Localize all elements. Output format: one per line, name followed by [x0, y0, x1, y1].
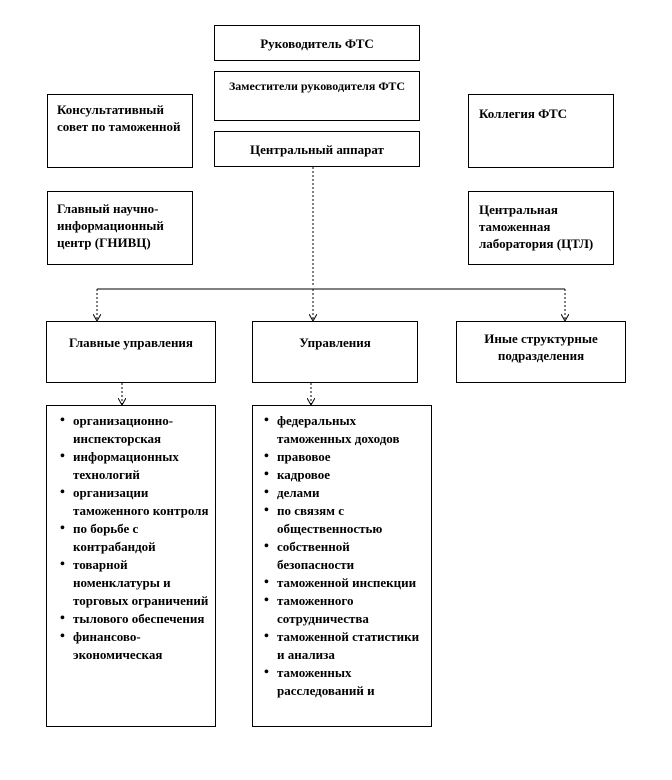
main-departments-label: Главные управления — [69, 335, 193, 350]
list-item: • таможенного сотрудничества — [277, 592, 429, 628]
list-item: • делами — [277, 484, 429, 502]
departments-label: Управления — [299, 335, 371, 350]
list-item: • организационно-инспекторская — [73, 412, 211, 448]
deputies-box — [214, 71, 420, 121]
lab-box — [468, 191, 614, 265]
list-item: • правовое — [277, 448, 429, 466]
list-item: • организации таможенного контроля — [73, 484, 211, 520]
list-item: • товарной номенклатуры и торговых ограничений — [73, 556, 211, 610]
gnivc-box — [47, 191, 193, 265]
list-item: • информационных технологий — [73, 448, 211, 484]
list-item: • таможенной статистики и анализа — [277, 628, 429, 664]
other-units-box — [456, 321, 626, 383]
main-departments-box — [46, 321, 216, 383]
council-box — [47, 94, 193, 168]
list-item: • таможенных расследований и — [277, 664, 429, 700]
list-item: • кадровое — [277, 466, 429, 484]
central-box — [214, 131, 420, 167]
deputies-label: Заместители руководителя ФТС — [228, 79, 406, 93]
head-box — [214, 25, 420, 61]
main-departments-list-box — [46, 405, 216, 727]
head-label: Руководитель ФТС — [260, 36, 374, 51]
list-item: • таможенной инспекции — [277, 574, 429, 592]
departments-list — [259, 412, 429, 700]
list-item: • федеральных таможенных доходов — [277, 412, 429, 448]
lab-label: Центральная таможенная лаборатория (ЦТЛ) — [479, 202, 594, 251]
list-item: • по борьбе с контрабандой — [73, 520, 211, 556]
departments-list-box — [252, 405, 432, 727]
board-box — [468, 94, 614, 168]
gnivc-label: Главный научно-информационный центр (ГНИВЦ) — [57, 201, 164, 250]
board-label: Коллегия ФТС — [479, 106, 568, 121]
list-item: • финансово-экономическая — [73, 628, 211, 664]
departments-box — [252, 321, 418, 383]
council-label: Консультативный совет по таможенной — [57, 102, 181, 134]
list-item: • тылового обеспечения — [73, 610, 211, 628]
list-item: • собственной безопасности — [277, 538, 429, 574]
other-units-label: Иные структурные подразделения — [484, 331, 598, 363]
main-departments-list — [55, 412, 211, 664]
list-item: • по связям с общественностью — [277, 502, 429, 538]
central-label: Центральный аппарат — [250, 142, 384, 157]
